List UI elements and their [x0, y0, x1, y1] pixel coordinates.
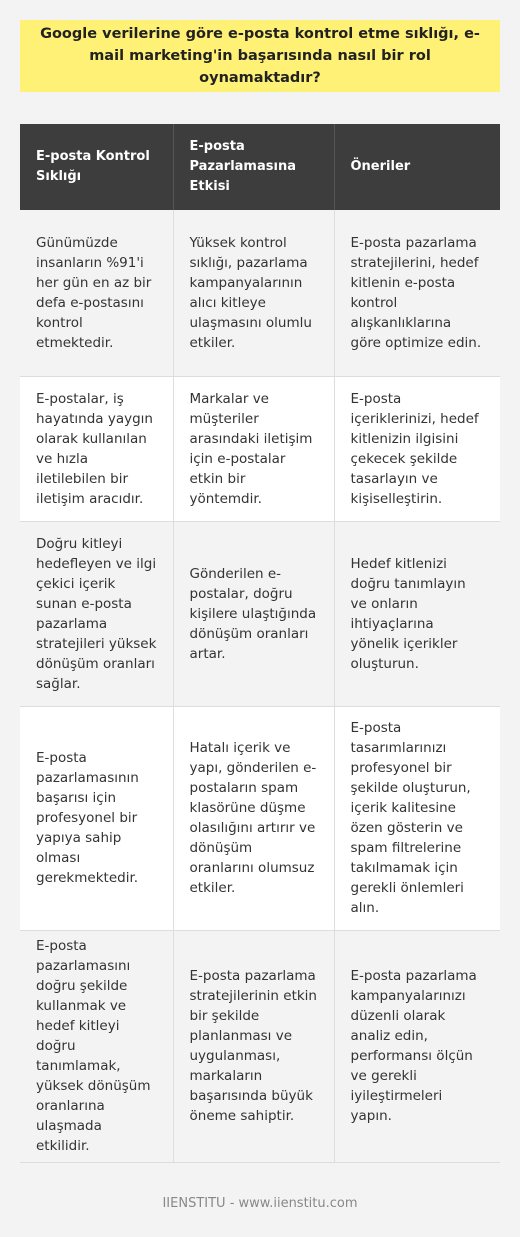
table-cell: Yüksek kontrol sıklığı, pazarlama kampanyalarının alıcı kitleye ulaşmasını olumlu etkiler.: [173, 210, 334, 376]
table-header-row: [20, 124, 500, 210]
table-cell: Hatalı içerik ve yapı, gönderilen e-postaların spam klasörüne düşme olasılığını artırır ve dönüşüm oranlarını olumsuz etkiler.: [173, 706, 334, 930]
table-cell: E-posta pazarlama stratejilerini, hedef kitlenin e-posta kontrol alışkanlıklarına göre optimize edin.: [334, 210, 500, 376]
table-cell: Gönderilen e-postalar, doğru kişilere ulaştığında dönüşüm oranları artar.: [173, 521, 334, 706]
table-cell: Markalar ve müşteriler arasındaki iletişim için e-postalar etkin bir yöntemdir.: [173, 376, 334, 521]
column-header-suggestions: Öneriler: [334, 124, 500, 210]
table-row: [20, 706, 500, 930]
data-table: [20, 124, 500, 1163]
page-title: Google verilerine göre e-posta kontrol etme sıklığı, e-mail marketing'in başarısında nasıl bir rol oynamaktadır?: [40, 26, 480, 86]
table-cell: E-posta pazarlamasını doğru şekilde kullanmak ve hedef kitleyi doğru tanımlamak, yüksek dönüşüm oranlarına ulaşmada etkilidir.: [20, 930, 173, 1162]
table-cell: E-postalar, iş hayatında yaygın olarak kullanılan ve hızla iletilebilen bir iletişim aracıdır.: [20, 376, 173, 521]
table-cell: Günümüzde insanların %91'i her gün en az bir defa e-postasını kontrol etmektedir.: [20, 210, 173, 376]
table-cell: E-posta pazarlama stratejilerinin etkin bir şekilde planlanması ve uygulanması, markaların başarısında büyük öneme sahiptir.: [173, 930, 334, 1162]
table-cell: E-posta tasarımlarınızı profesyonel bir şekilde oluşturun, içerik kalitesine özen gösterin ve spam filtrelerine takılmamak için gerekli önlemleri alın.: [334, 706, 500, 930]
title-banner: [20, 20, 500, 92]
column-header-frequency: E-posta Kontrol Sıklığı: [20, 124, 173, 210]
table-cell: E-posta pazarlamasının başarısı için profesyonel bir yapıya sahip olması gerekmektedir.: [20, 706, 173, 930]
table-row: [20, 930, 500, 1162]
table-cell: Doğru kitleyi hedefleyen ve ilgi çekici içerik sunan e-posta pazarlama stratejileri yüksek dönüşüm oranları sağlar.: [20, 521, 173, 706]
table-row: [20, 210, 500, 376]
table-cell: E-posta pazarlama kampanyalarınızı düzenli olarak analiz edin, performansı ölçün ve gerekli iyileştirmeleri yapın.: [334, 930, 500, 1162]
column-header-effect: E-posta Pazarlamasına Etkisi: [173, 124, 334, 210]
table-cell: E-posta içeriklerinizi, hedef kitlenizin ilgisini çekecek şekilde tasarlayın ve kişiselleştirin.: [334, 376, 500, 521]
table-row: [20, 376, 500, 521]
table-cell: Hedef kitlenizi doğru tanımlayın ve onların ihtiyaçlarına yönelik içerikler oluşturun.: [334, 521, 500, 706]
table-row: [20, 521, 500, 706]
footer-credit: IIENSTITU - www.iienstitu.com: [162, 1196, 358, 1211]
